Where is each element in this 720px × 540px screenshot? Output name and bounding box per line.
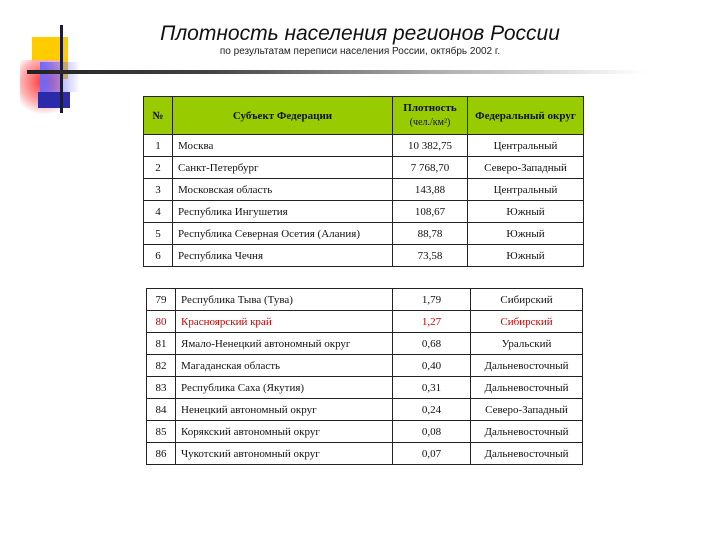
cell-district: Южный — [468, 223, 584, 245]
cell-density: 108,67 — [393, 201, 468, 223]
cell-density: 7 768,70 — [393, 157, 468, 179]
cell-subject: Республика Саха (Якутия) — [176, 377, 393, 399]
cell-num: 82 — [147, 355, 176, 377]
cell-density: 1,27 — [393, 311, 471, 333]
cell-subject: Московская область — [173, 179, 393, 201]
cell-district: Южный — [468, 201, 584, 223]
cell-num: 2 — [144, 157, 173, 179]
decorative-navy-block — [38, 92, 70, 108]
cell-district: Южный — [468, 245, 584, 267]
cell-subject: Республика Тыва (Тува) — [176, 289, 393, 311]
cell-subject: Москва — [173, 135, 393, 157]
cell-num: 6 — [144, 245, 173, 267]
header-density-unit: (чел./км²) — [409, 117, 451, 128]
bottom-density-table — [146, 288, 583, 465]
cell-district: Центральный — [468, 135, 584, 157]
cell-district: Сибирский — [471, 311, 583, 333]
decorative-horizontal-line — [27, 70, 647, 74]
table-row — [147, 421, 583, 443]
cell-num: 3 — [144, 179, 173, 201]
cell-subject: Корякский автономный округ — [176, 421, 393, 443]
cell-district: Дальневосточный — [471, 421, 583, 443]
page-subtitle: по результатам переписи населения России, октябрь 2002 г. — [219, 46, 501, 57]
cell-num: 85 — [147, 421, 176, 443]
cell-district: Дальневосточный — [471, 377, 583, 399]
cell-density: 0,40 — [393, 355, 471, 377]
cell-subject: Республика Северная Осетия (Алания) — [173, 223, 393, 245]
cell-num: 5 — [144, 223, 173, 245]
table-row — [147, 333, 583, 355]
cell-density: 73,58 — [393, 245, 468, 267]
cell-density: 0,31 — [393, 377, 471, 399]
cell-num: 80 — [147, 311, 176, 333]
cell-district: Уральский — [471, 333, 583, 355]
cell-subject: Республика Ингушетия — [173, 201, 393, 223]
cell-subject: Чукотский автономный округ — [176, 443, 393, 465]
table-row — [147, 377, 583, 399]
table-row — [144, 201, 584, 223]
cell-num: 4 — [144, 201, 173, 223]
cell-density: 0,07 — [393, 443, 471, 465]
table-header-row — [144, 97, 584, 135]
cell-num: 84 — [147, 399, 176, 421]
table-row — [147, 355, 583, 377]
cell-subject: Ненецкий автономный округ — [176, 399, 393, 421]
cell-district: Центральный — [468, 179, 584, 201]
table-row — [144, 245, 584, 267]
cell-num: 81 — [147, 333, 176, 355]
cell-num: 1 — [144, 135, 173, 157]
header-density-label: Плотность — [403, 102, 457, 114]
cell-district: Дальневосточный — [471, 355, 583, 377]
cell-district: Сибирский — [471, 289, 583, 311]
cell-density: 10 382,75 — [393, 135, 468, 157]
header-num: № — [144, 97, 173, 135]
header-district: Федеральный округ — [468, 97, 584, 135]
cell-subject: Республика Чечня — [173, 245, 393, 267]
cell-density: 1,79 — [393, 289, 471, 311]
top-density-table — [143, 96, 584, 267]
cell-density: 0,08 — [393, 421, 471, 443]
cell-density: 143,88 — [393, 179, 468, 201]
table-row — [147, 311, 583, 333]
cell-district: Северо-Западный — [471, 399, 583, 421]
table-row — [147, 443, 583, 465]
cell-subject: Красноярский край — [176, 311, 393, 333]
header-density — [393, 97, 468, 135]
table-row — [144, 223, 584, 245]
cell-density: 0,68 — [393, 333, 471, 355]
cell-num: 86 — [147, 443, 176, 465]
header-subject: Субъект Федерации — [173, 97, 393, 135]
cell-density: 0,24 — [393, 399, 471, 421]
cell-num: 83 — [147, 377, 176, 399]
table-row — [144, 157, 584, 179]
cell-density: 88,78 — [393, 223, 468, 245]
table-row — [144, 179, 584, 201]
table-row — [147, 289, 583, 311]
cell-subject: Магаданская область — [176, 355, 393, 377]
page-title: Плотность населения регионов России — [160, 22, 560, 45]
cell-subject: Санкт-Петербург — [173, 157, 393, 179]
cell-num: 79 — [147, 289, 176, 311]
table-row — [144, 135, 584, 157]
cell-district: Дальневосточный — [471, 443, 583, 465]
cell-subject: Ямало-Ненецкий автономный округ — [176, 333, 393, 355]
table-row — [147, 399, 583, 421]
cell-district: Северо-Западный — [468, 157, 584, 179]
